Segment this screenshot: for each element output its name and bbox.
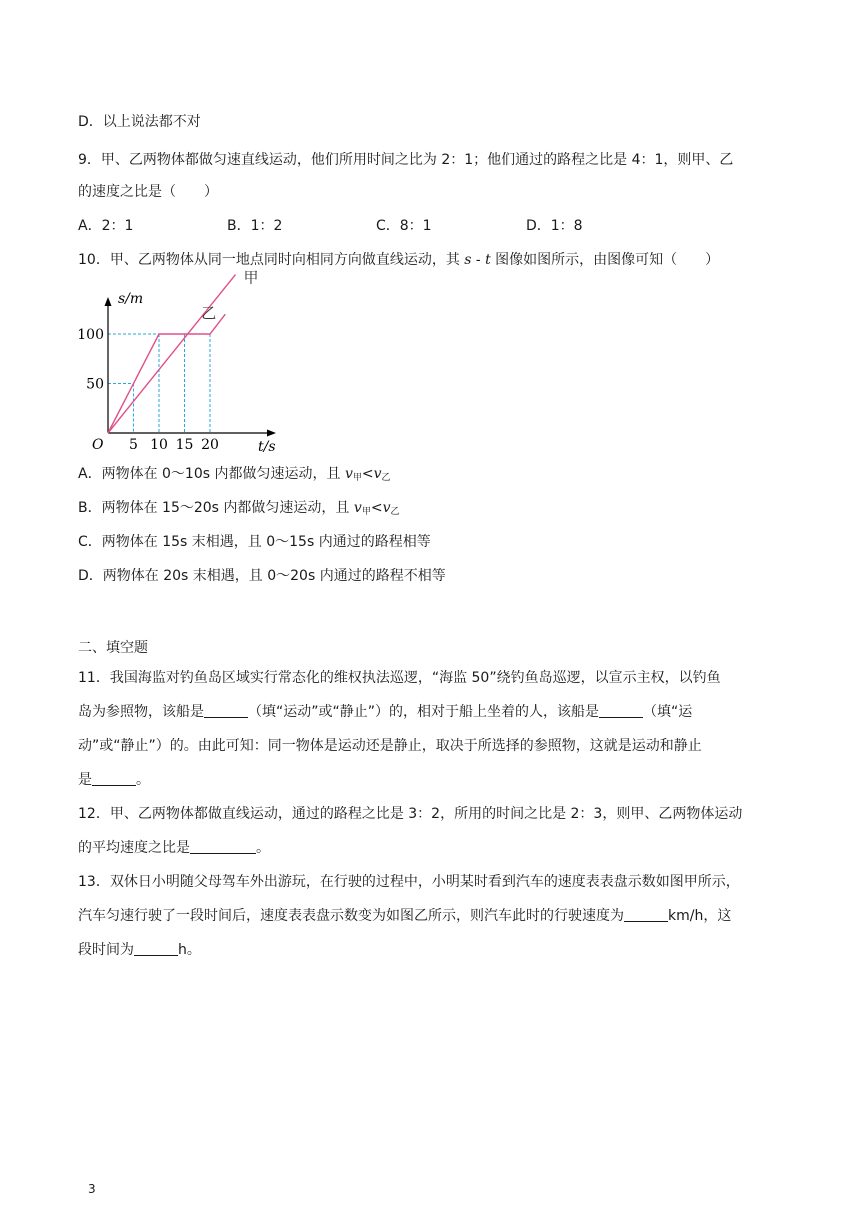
- q10-option-a-text: A．两物体在 0～10s 内都做匀速运动，且: [78, 466, 345, 482]
- q10-stem-text-a: 10．甲、乙两物体从同一地点同时向相同方向做直线运动，其: [78, 252, 465, 268]
- y-axis-label: s/m: [118, 291, 144, 307]
- q11-text: 岛为参照物，该船是: [78, 704, 204, 720]
- var-v: v: [382, 500, 391, 516]
- q9-stem-line2: 的速度之比是（ ）: [78, 184, 218, 200]
- guide-lines: [108, 334, 210, 433]
- var-v: v: [373, 466, 382, 482]
- subscript: 甲: [361, 507, 371, 517]
- origin-label: O: [92, 437, 104, 453]
- q12-text: 。: [256, 840, 270, 856]
- answer-blank[interactable]: [624, 907, 668, 922]
- q9-option-b: B．1：2: [227, 218, 283, 234]
- answer-blank[interactable]: [190, 839, 256, 854]
- q13-text: h。: [178, 942, 201, 958]
- q11-text: （填“运动”或“静止”）的，相对于船上坐着的人，该船是: [248, 704, 600, 720]
- x-tick-label: 5: [129, 437, 138, 453]
- q11-line1: 11．我国海监对钓鱼岛区域实行常态化的维权执法巡逻，“海监 50”绕钓鱼岛巡逻，以宣示主权，以钓鱼: [78, 670, 721, 686]
- series-name-1: 甲: [243, 268, 259, 287]
- q10-option-d: D．两物体在 20s 末相遇，且 0～20s 内通过的路程不相等: [78, 568, 446, 584]
- q8-option-d: D．以上说法都不对: [78, 114, 201, 130]
- y-tick-label: 100: [77, 327, 104, 343]
- less-than-sign: <: [370, 500, 383, 516]
- q11-text: 。: [136, 772, 150, 788]
- subscript: 乙: [390, 507, 400, 517]
- series-line-0: [108, 314, 225, 433]
- q11-text: （填“运: [643, 704, 693, 720]
- var-v: v: [344, 466, 353, 482]
- q13-line1: 13．双休日小明随父母驾车外出游玩，在行驶的过程中，小明某时看到汽车的速度表表盘示数如图甲所示，: [78, 874, 740, 890]
- q12-line2: [78, 838, 270, 858]
- var-v: v: [353, 500, 362, 516]
- x-tick-label: 15: [175, 437, 194, 453]
- x-axis-label: t/s: [258, 439, 276, 455]
- st-graph: [77, 268, 278, 455]
- subscript: 甲: [352, 473, 362, 483]
- q13-line2: [78, 906, 731, 926]
- x-axis-arrow: [267, 430, 276, 437]
- q10-stem-text-b: 图像如图所示，由图像可知（ ）: [490, 252, 720, 268]
- q12-text: 的平均速度之比是: [78, 840, 190, 856]
- q13-line3: [78, 940, 201, 960]
- q12-line1: 12．甲、乙两物体都做直线运动，通过的路程之比是 3：2，所用的时间之比是 2：3，则甲、乙两物体运动: [78, 806, 743, 822]
- y-axis-arrow: [105, 297, 112, 306]
- q11-line4: [78, 770, 150, 790]
- series-name-0: 乙: [201, 304, 217, 323]
- axes: [105, 297, 277, 437]
- q10-option-b: [78, 498, 400, 522]
- q9-option-a: A．2：1: [78, 218, 134, 234]
- answer-blank[interactable]: [134, 941, 178, 956]
- q10-stem-var: s - t: [464, 252, 491, 268]
- q13-text: km/h，这: [668, 908, 732, 924]
- q9-option-d: D．1：8: [526, 218, 583, 234]
- answer-blank[interactable]: [599, 703, 643, 718]
- subscript: 乙: [381, 473, 391, 483]
- q13-text: 汽车匀速行驶了一段时间后，速度表表盘示数变为如图乙所示，则汽车此时的行驶速度为: [78, 908, 624, 924]
- answer-blank[interactable]: [204, 703, 248, 718]
- q10-stem: [78, 250, 719, 270]
- x-tick-label: 10: [150, 437, 168, 453]
- q10-option-c: C．两物体在 15s 末相遇，且 0～15s 内通过的路程相等: [78, 534, 431, 550]
- page-number: 3: [88, 1182, 96, 1196]
- y-tick-label: 50: [86, 376, 104, 393]
- less-than-sign: <: [361, 466, 374, 482]
- q9-option-c: C．8：1: [376, 218, 432, 234]
- q11-line2: [78, 702, 692, 722]
- x-tick-label: 20: [201, 437, 219, 453]
- q11-line3: 动”或“静止”）的。由此可知：同一物体是运动还是静止，取决于所选择的参照物，这就是运动和静止: [78, 738, 702, 754]
- q10-option-a: [78, 464, 391, 488]
- answer-blank[interactable]: [92, 771, 136, 786]
- section-title: 二、填空题: [78, 640, 148, 656]
- q9-stem-line1: 9．甲、乙两物体都做匀速直线运动，他们所用时间之比为 2：1；他们通过的路程之比是 4：1，则甲、乙: [78, 152, 734, 168]
- graph-labels: [77, 269, 275, 455]
- q13-text: 段时间为: [78, 942, 134, 958]
- q11-text: 是: [78, 772, 92, 788]
- q10-option-b-text: B．两物体在 15～20s 内都做匀速运动，且: [78, 500, 354, 516]
